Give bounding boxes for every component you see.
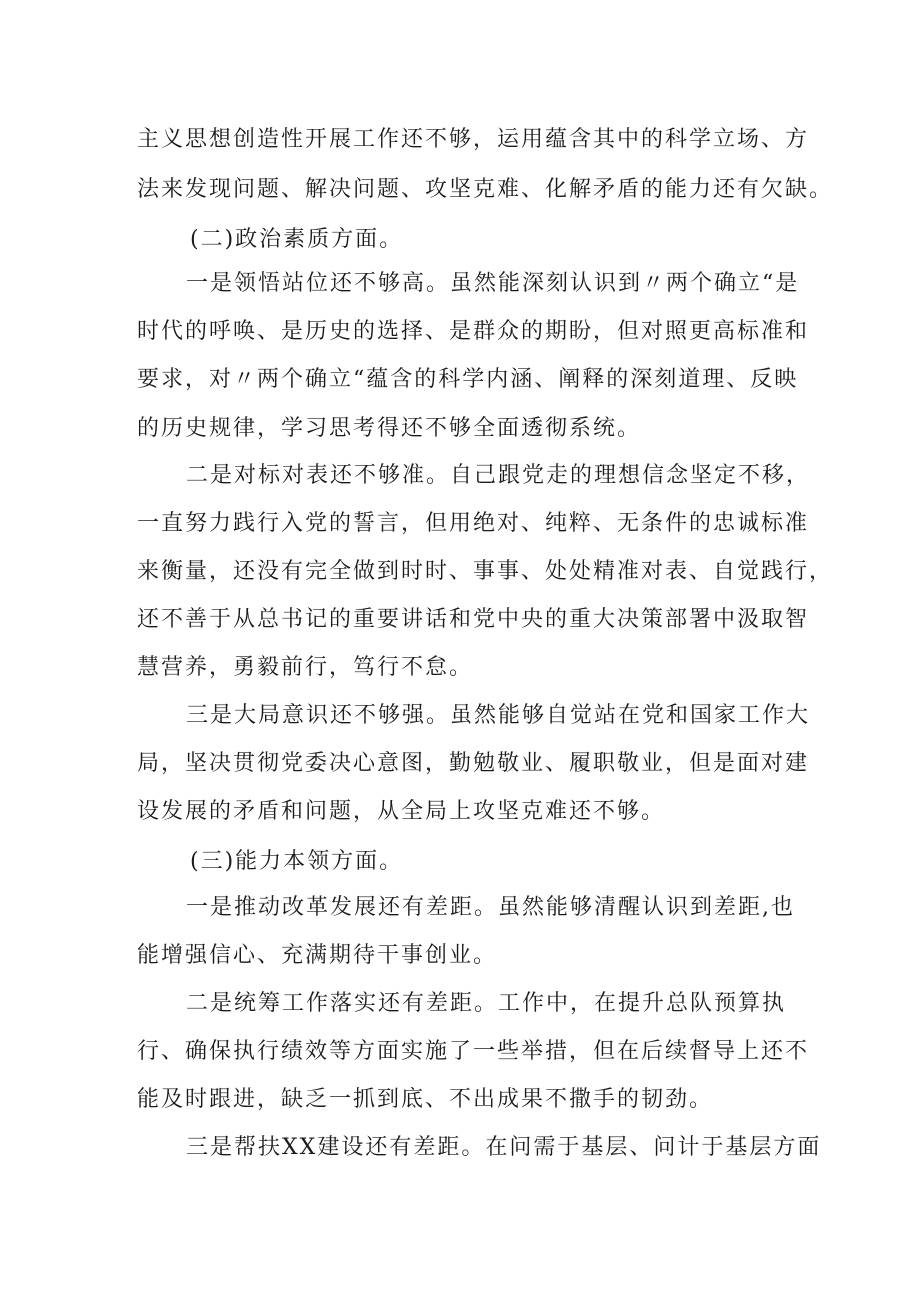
section-heading: (三)能力本领方面。 xyxy=(190,849,404,874)
text-line: 设发展的矛盾和问题，从全局上攻坚克难还不够。 xyxy=(137,799,666,824)
text-line: 三是大局意识还不够强。虽然能够自觉站在党和国家工作大 xyxy=(186,703,811,728)
text-line: 法来发现问题、解决问题、攻坚克难、化解矛盾的能力还有欠缺。 xyxy=(137,177,834,202)
text-line: 一是领悟站位还不够高。虽然能深刻认识到〃两个确立“是 xyxy=(186,271,800,296)
text-line: 三是帮扶XX建设还有差距。在问需于基层、问计于基层方面 xyxy=(186,1135,822,1160)
text-line: 来衡量，还没有完全做到时时、事事、处处精准对表、自觉践行， xyxy=(137,559,834,584)
text-line: 能及时跟进，缺乏一抓到底、不出成果不撒手的韧劲。 xyxy=(137,1087,714,1112)
text-line: 主义思想创造性开展工作还不够，运用蕴含其中的科学立场、方 xyxy=(137,127,810,152)
text-line: 要求，对〃两个确立“蕴含的科学内涵、阐释的深刻道理、反映 xyxy=(137,367,799,392)
text-line: 一直努力践行入党的誓言，但用绝对、纯粹、无条件的忠诚标准 xyxy=(137,511,810,536)
text-line: 的历史规律，学习思考得还不够全面透彻系统。 xyxy=(137,416,642,441)
text-line: 二是统筹工作落实还有差距。工作中，在提升总队预算执 xyxy=(186,991,787,1016)
section-heading: (二)政治素质方面。 xyxy=(190,227,404,252)
text-line: 还不善于从总书记的重要讲话和党中央的重大决策部署中汲取智 xyxy=(137,607,810,632)
text-line: 能增强信心、充满期待干事创业。 xyxy=(137,943,498,968)
text-line: 二是对标对表还不够准。自己跟党走的理想信念坚定不移， xyxy=(186,463,811,488)
text-line: 行、确保执行绩效等方面实施了一些举措，但在后续督导上还不 xyxy=(137,1039,810,1064)
text-line: 一是推动改革发展还有差距。虽然能够清醒认识到差距,也 xyxy=(186,895,795,920)
text-line: 慧营养，勇毅前行，笃行不怠。 xyxy=(137,655,474,680)
text-line: 时代的呼唤、是历史的选择、是群众的期盼，但对照更高标准和 xyxy=(137,319,810,344)
text-line: 局，坚决贯彻党委决心意图，勤勉敬业、履职敬业，但是面对建 xyxy=(137,751,810,776)
